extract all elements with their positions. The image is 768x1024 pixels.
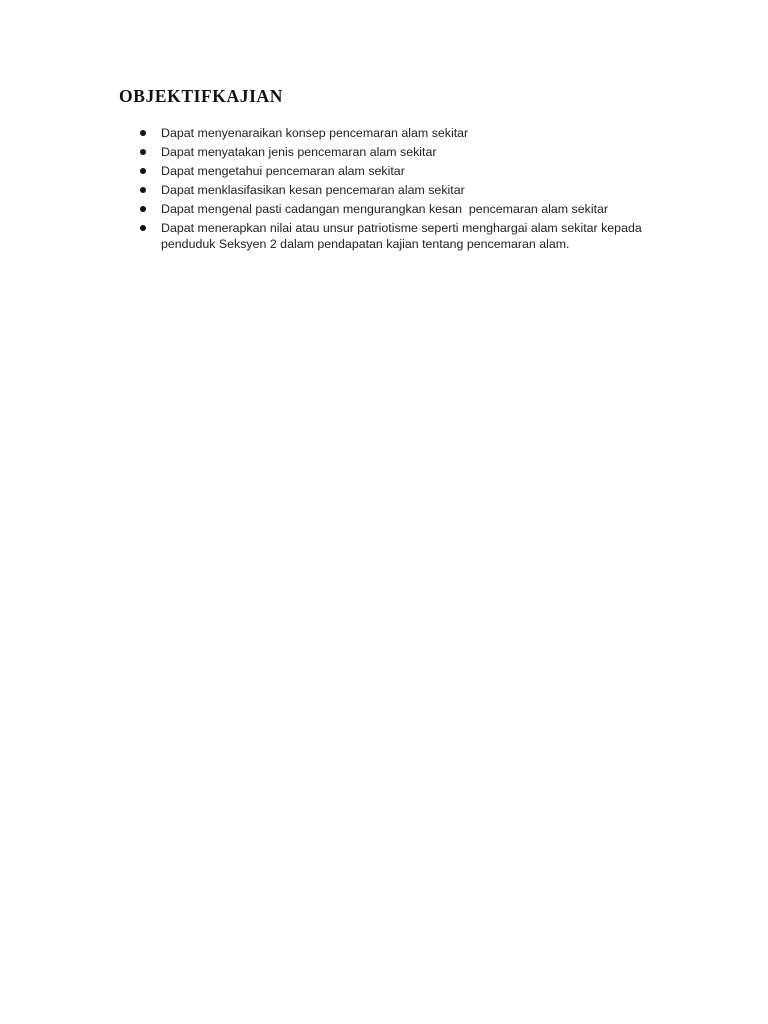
- list-item-text: Dapat mengetahui pencemaran alam sekitar: [161, 164, 405, 178]
- list-item: [136, 182, 656, 198]
- list-item-text: Dapat mengenal pasti cadangan mengurangkan kesan pencemaran alam sekitar: [161, 202, 609, 216]
- list-item-text: Dapat menyatakan jenis pencemaran alam sekitar: [161, 145, 437, 159]
- list-item-text: Dapat menyenaraikan konsep pencemaran alam sekitar: [161, 126, 469, 140]
- list-item: [136, 220, 656, 252]
- bullet-icon: [140, 206, 146, 212]
- bullet-icon: [140, 149, 146, 155]
- list-item-text: Dapat menerapkan nilai atau unsur patriotisme seperti menghargai alam sekitar kepada penduduk Seksyen 2 dalam pendapatan kajian tentang pencemaran alam.: [161, 221, 642, 251]
- list-item: [136, 144, 656, 160]
- list-item: [136, 125, 656, 141]
- objectives-list: [136, 125, 656, 255]
- bullet-icon: [140, 225, 146, 231]
- bullet-icon: [140, 168, 146, 174]
- bullet-icon: [140, 130, 146, 136]
- list-item: [136, 201, 656, 217]
- list-item-text: Dapat menklasifasikan kesan pencemaran alam sekitar: [161, 183, 465, 197]
- page-title: OBJEKTIFKAJIAN: [119, 86, 283, 106]
- bullet-icon: [140, 187, 146, 193]
- list-item: [136, 163, 656, 179]
